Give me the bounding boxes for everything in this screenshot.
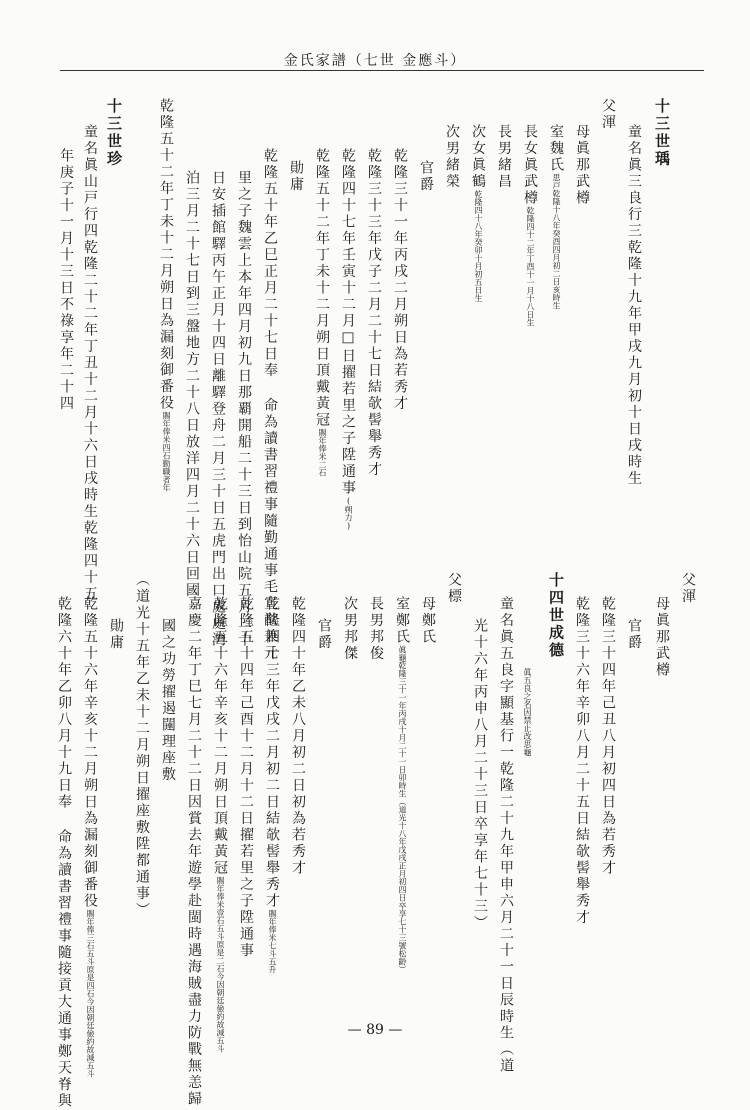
annotation-note: 思戸乾隆十八年癸酉四月初二日亥時生	[552, 173, 561, 310]
text-column: 乾隆六十年乙卯八月十九日奉 命為讀書習禮事隨接貢大通事鄭天脊與	[56, 596, 72, 1110]
text-column: 童名眞三良行三乾隆十九年甲戌九月初十日戌時生	[626, 124, 642, 487]
text-column: 乾隆三十四年己丑八月初四日為若秀才	[600, 596, 616, 877]
text-column: 光十六年丙申八月二十三日卒享年七十三）	[472, 618, 488, 932]
annotation-note: 賜年俸米四石勤職者年	[162, 411, 171, 492]
text-column: 次女眞鶴乾隆四十八年癸卯十月初五日生	[470, 124, 486, 302]
text-column: 乾隆四十年乙未八月初二日初為若秀才	[290, 596, 306, 877]
annotation-note: 眞龜乾隆三十一年丙戌十月二十一日卯時生（道光十八年戊戌正月初四日卒享七十三號松齡）	[398, 645, 407, 974]
generation-heading-14-chengde: 十四世成德	[547, 572, 565, 660]
text-column: 次男緒榮	[444, 124, 460, 190]
annotation-note: (朔力)	[344, 496, 353, 531]
section-label-merit: 勛庸	[108, 618, 124, 651]
annotation-note: 賜年俸米壹石五斗原是二石今因朝廷儉約故減五斗	[216, 876, 225, 1053]
generation-heading-13-zhen: 十三世珍	[105, 98, 123, 168]
running-header: 金氏家譜（七世 金應斗）	[283, 53, 467, 69]
text-column: 長男緒昌	[496, 124, 512, 190]
text-column: 長男邦俊	[368, 596, 384, 662]
text-column: 母眞那武樽	[654, 596, 670, 679]
text-column: 乾隆五十二年丁未十二月朔日頂戴黃冠賜年俸米二石	[314, 148, 330, 477]
page-number: — 89 —	[347, 1022, 403, 1038]
text-column: 乾隆四十三年戊戌二月初二日結欹髻舉秀才賜年俸米七斗五升	[264, 596, 280, 974]
annotation-note: 乾隆四十二年丁酉十一月十八日生	[526, 206, 535, 327]
text-column: 乾隆三十三年戊子二月二十七日結欹髻舉秀才	[366, 148, 382, 478]
text-column: 乾隆三十一年丙戌二月朔日為若秀才	[392, 148, 408, 412]
text-column: 乾隆五十年乙巳正月二十七日奉 命為讀書習禮事隨勤通事毛宣猷兼元	[262, 148, 278, 662]
annotation-note: 乾隆四十八年癸卯十月初五日生	[474, 190, 483, 302]
section-label-merit: 勛庸	[288, 160, 304, 193]
text-column: 母眞那武樽	[574, 124, 590, 207]
text-column: 室鄭氏眞龜乾隆三十一年丙戌十月二十一日卯時生（道光十八年戊戌正月初四日卒享七十三號松齡）	[394, 596, 410, 974]
section-label-official-rank: 官爵	[626, 618, 642, 651]
text-column: 嘉慶二年丁巳七月二十二日因賞去年遊學赴閩時遇海賊盡力防戰無恙歸	[186, 596, 202, 1108]
text-column: 年庚子十一月十三日不祿享年二十四	[58, 148, 74, 412]
header-rule	[60, 70, 704, 71]
text-column: 父渾	[600, 98, 616, 131]
annotation-note: 賜年俸三石五斗原是四石今因朝廷儉約故減五斗	[86, 909, 95, 1078]
annotation-note: 賜年俸米二石	[318, 428, 327, 477]
annotation-note: 賜年俸米七斗五升	[268, 909, 277, 974]
text-column: 父渾	[680, 572, 696, 605]
text-column: 乾隆五十六年辛亥十二月朔日為漏刻御番役賜年俸三石五斗原是四石今因朝廷儉約故減五斗	[82, 596, 98, 1078]
text-column: 室魏氏思戸乾隆十八年癸酉四月初二日亥時生	[548, 124, 564, 310]
text-column: 國之功勞擢遏闥理座敷	[160, 618, 176, 783]
generation-heading-13-yu: 十三世瑀	[653, 98, 671, 168]
text-column: 長女眞武樽乾隆四十二年丁酉十一月十八日生	[522, 124, 538, 327]
text-column: 乾隆五十六年辛亥十二月朔日頂戴黃冠賜年俸米壹石五斗原是二石今因朝廷儉約故減五斗	[212, 596, 228, 1053]
text-column: （道光十五年乙未十二月朔日擢座敷陞都通事）	[134, 572, 150, 919]
text-column: 日安插館驛丙午正月十四日離驛登舟二月三十日五虎門出口處處灣	[210, 170, 226, 649]
section-label-official-rank: 官爵	[316, 618, 332, 651]
text-column: 里之子魏雲上本年四月初九日那覇開船二十三日到怡山院五月二十	[236, 170, 252, 649]
text-column: 父標	[446, 572, 462, 605]
text-column: 童名眞山戸行四乾隆二十二年丁丑十二月十六日戌時生乾隆四十五	[82, 124, 98, 603]
text-column: 乾隆五十四年己酉十二月十二日擢若里之子陞通事	[238, 596, 254, 959]
text-column: 童名眞五良字顯基行一乾隆二十九年甲申六月二十一日辰時生（道	[498, 596, 514, 1075]
text-column: 乾隆三十六年辛卯八月二十五日結欹髻舉秀才	[574, 596, 590, 926]
text-column: 泊三月二十七日到三盤地方二十八日放洋四月二十六日回國	[184, 170, 200, 599]
annotation-note: 眞五良之名因禁止改思龜	[523, 668, 532, 756]
text-column: 母鄭氏	[420, 596, 436, 646]
section-label-official-rank: 官爵	[418, 160, 434, 193]
text-column: 乾隆四十七年壬寅十二月□日擢若里之子陞通事(朔力)	[340, 148, 356, 531]
text-column: 乾隆五十二年丁未十二月朔日為漏刻御番役賜年俸米四石勤職者年	[158, 98, 174, 492]
text-column: 次男邦傑	[342, 596, 358, 662]
